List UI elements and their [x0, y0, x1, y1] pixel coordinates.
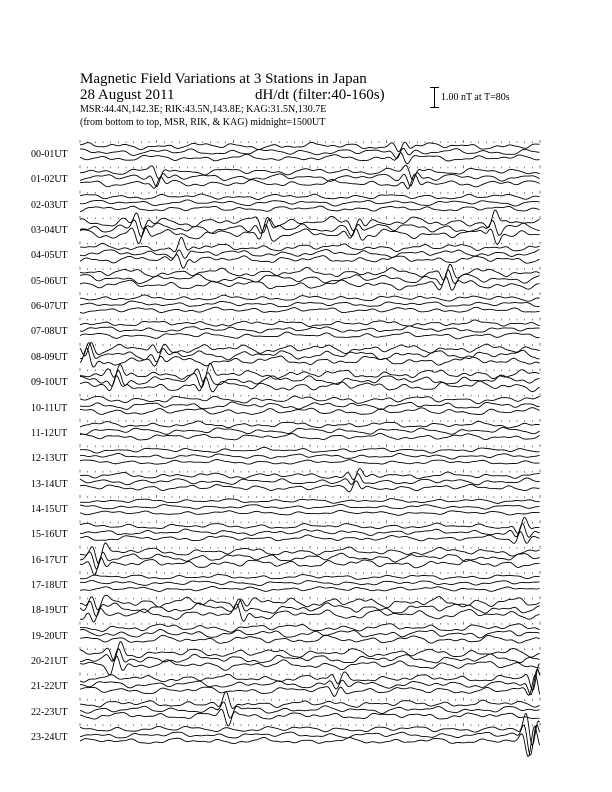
- row-label-09-10UT: 09-10UT: [31, 377, 68, 389]
- row-label-19-20UT: 19-20UT: [31, 630, 68, 642]
- row-ticks-02-03UT: [80, 191, 540, 194]
- trace-RIK-07-08UT: [80, 326, 540, 333]
- row-ticks-21-22UT: [80, 672, 540, 675]
- trace-MSR-00-01UT: [80, 153, 540, 164]
- trace-KAG-14-15UT: [80, 499, 540, 504]
- trace-KAG-19-20UT: [80, 624, 540, 632]
- row-label-06-07UT: 06-07UT: [31, 301, 68, 313]
- trace-MSR-12-13UT: [80, 460, 540, 465]
- row-label-13-14UT: 13-14UT: [31, 478, 68, 490]
- trace-RIK-06-07UT: [80, 301, 540, 307]
- trace-MSR-07-08UT: [80, 332, 540, 339]
- row-ticks-07-08UT: [80, 317, 540, 320]
- trace-KAG-20-21UT: [80, 642, 540, 661]
- trace-MSR-04-05UT: [80, 255, 540, 269]
- trace-MSR-18-19UT: [80, 604, 540, 622]
- trace-RIK-11-12UT: [80, 428, 540, 435]
- row-label-07-08UT: 07-08UT: [31, 326, 68, 338]
- trace-MSR-10-11UT: [80, 408, 540, 415]
- row-ticks-03-04UT: [80, 216, 540, 219]
- row-ticks-09-10UT: [80, 368, 540, 371]
- row-label-05-06UT: 05-06UT: [31, 275, 68, 287]
- trace-KAG-04-05UT: [80, 238, 540, 252]
- trace-RIK-14-15UT: [80, 504, 540, 509]
- trace-RIK-00-01UT: [80, 148, 540, 158]
- trace-KAG-00-01UT: [80, 142, 540, 151]
- row-label-22-23UT: 22-23UT: [31, 706, 68, 718]
- trace-RIK-19-20UT: [80, 629, 540, 638]
- trace-MSR-02-03UT: [80, 206, 540, 211]
- trace-KAG-02-03UT: [80, 194, 540, 199]
- trace-KAG-11-12UT: [80, 421, 540, 428]
- trace-MSR-17-18UT: [80, 586, 540, 591]
- chart-quantity: dH/dt (filter:40-160s): [255, 87, 385, 103]
- trace-MSR-06-07UT: [80, 307, 540, 313]
- row-label-08-09UT: 08-09UT: [31, 351, 68, 363]
- row-ticks-23-24UT: [80, 723, 540, 726]
- row-ticks-14-15UT: [80, 495, 540, 498]
- row-label-02-03UT: 02-03UT: [31, 199, 68, 211]
- row-label-12-13UT: 12-13UT: [31, 453, 68, 465]
- row-label-23-24UT: 23-24UT: [31, 732, 68, 744]
- trace-MSR-21-22UT: [80, 675, 540, 696]
- row-ticks-12-13UT: [80, 444, 540, 447]
- row-label-01-02UT: 01-02UT: [31, 174, 68, 186]
- row-ticks-17-18UT: [80, 571, 540, 574]
- row-label-16-17UT: 16-17UT: [31, 554, 68, 566]
- row-ticks-18-19UT: [80, 596, 540, 599]
- trace-RIK-01-02UT: [80, 173, 540, 187]
- row-ticks-04-05UT: [80, 241, 540, 244]
- row-label-18-19UT: 18-19UT: [31, 605, 68, 617]
- trace-MSR-09-10UT: [80, 376, 540, 392]
- row-label-11-12UT: 11-12UT: [31, 427, 68, 439]
- row-ticks-19-20UT: [80, 622, 540, 625]
- station-order-note: (from bottom to top, MSR, RIK, & KAG) midnight=1500UT: [80, 117, 326, 128]
- trace-RIK-17-18UT: [80, 581, 540, 586]
- row-ticks-13-14UT: [80, 470, 540, 473]
- chart-date: 28 August 2011: [80, 87, 175, 103]
- row-label-21-22UT: 21-22UT: [31, 681, 68, 693]
- trace-KAG-17-18UT: [80, 575, 540, 580]
- trace-RIK-12-13UT: [80, 453, 540, 459]
- row-ticks-22-23UT: [80, 698, 540, 701]
- trace-RIK-18-19UT: [80, 599, 540, 616]
- row-label-04-05UT: 04-05UT: [31, 250, 68, 262]
- row-ticks-06-07UT: [80, 292, 540, 295]
- trace-MSR-14-15UT: [80, 510, 540, 515]
- row-ticks-20-21UT: [80, 647, 540, 650]
- trace-KAG-09-10UT: [80, 363, 540, 382]
- trace-KAG-07-08UT: [80, 320, 540, 327]
- trace-KAG-06-07UT: [80, 295, 540, 301]
- trace-KAG-23-24UT: [80, 714, 540, 746]
- trace-RIK-04-05UT: [80, 250, 540, 259]
- trace-RIK-02-03UT: [80, 200, 540, 206]
- row-label-17-18UT: 17-18UT: [31, 579, 68, 591]
- row-ticks-08-09UT: [80, 343, 540, 346]
- trace-MSR-19-20UT: [80, 635, 540, 643]
- trace-MSR-05-06UT: [80, 277, 540, 291]
- row-ticks-15-16UT: [80, 520, 540, 523]
- station-coordinates: MSR:44.4N,142.3E; RIK:43.5N,143.8E; KAG:31.5N,130.7E: [80, 104, 327, 115]
- trace-MSR-11-12UT: [80, 433, 540, 440]
- row-label-10-11UT: 10-11UT: [31, 402, 68, 414]
- row-label-14-15UT: 14-15UT: [31, 503, 68, 515]
- trace-KAG-10-11UT: [80, 396, 540, 404]
- row-label-15-16UT: 15-16UT: [31, 529, 68, 541]
- trace-KAG-12-13UT: [80, 447, 540, 453]
- row-ticks-10-11UT: [80, 394, 540, 397]
- row-ticks-16-17UT: [80, 546, 540, 549]
- chart-title: Magnetic Field Variations at 3 Stations in Japan: [80, 71, 367, 87]
- scale-label: 1.00 nT at T=80s: [441, 92, 510, 103]
- trace-MSR-20-21UT: [80, 656, 540, 675]
- trace-RIK-09-10UT: [80, 370, 540, 387]
- trace-MSR-15-16UT: [80, 532, 540, 544]
- row-label-03-04UT: 03-04UT: [31, 225, 68, 237]
- row-label-00-01UT: 00-01UT: [31, 149, 68, 160]
- row-label-20-21UT: 20-21UT: [31, 656, 68, 667]
- row-ticks-11-12UT: [80, 419, 540, 422]
